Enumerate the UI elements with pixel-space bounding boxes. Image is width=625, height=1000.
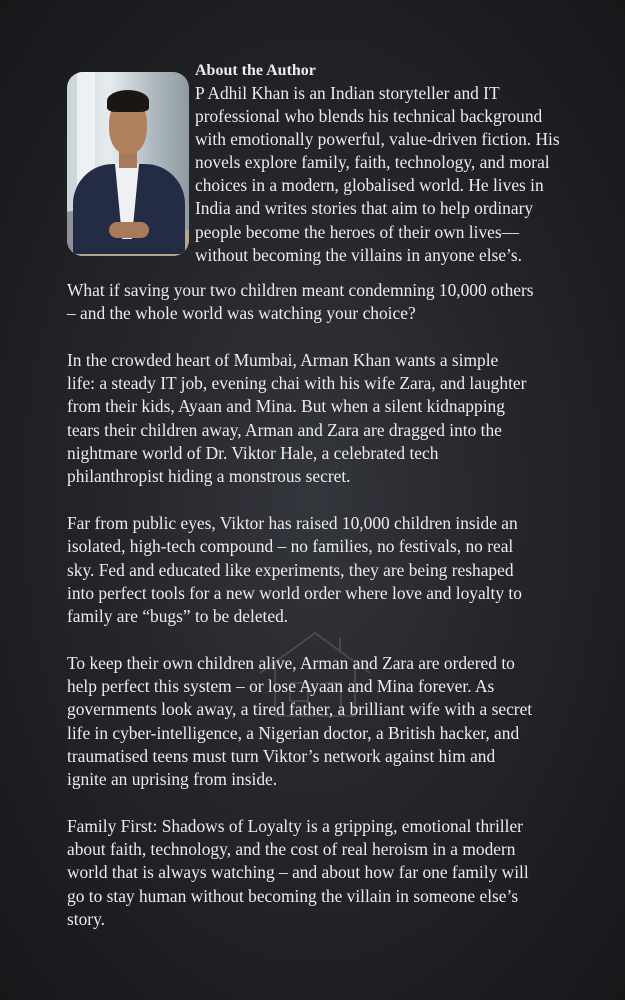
blurb-line: – and the whole world was watching your choice? <box>67 303 416 324</box>
about-author-heading: About the Author <box>195 62 316 79</box>
blurb-line: To keep their own children alive, Arman and Zara are ordered to <box>67 652 515 673</box>
blurb-paragraph <box>67 512 612 628</box>
blurb-line: about faith, technology, and the cost of real heroism in a modern <box>67 839 516 860</box>
blurb-line: isolated, high-tech compound – no families, no festivals, no real <box>67 536 514 557</box>
blurb-line: from their kids, Ayaan and Mina. But when a silent kidnapping <box>67 396 505 417</box>
book-blurb <box>67 279 612 955</box>
blurb-line: nightmare world of Dr. Viktor Hale, a celebrated tech <box>67 443 439 464</box>
bio-line: novels explore family, faith, technology, and moral <box>195 152 550 173</box>
blurb-paragraph <box>67 652 612 792</box>
bio-line: choices in a modern, globalised world. He lives in <box>195 175 544 196</box>
bio-line: professional who blends his technical background <box>195 106 543 127</box>
about-author-section <box>195 61 615 267</box>
blurb-line: sky. Fed and educated like experiments, they are being reshaped <box>67 559 514 580</box>
bio-line: P Adhil Khan is an Indian storyteller and IT <box>195 83 500 103</box>
blurb-line: world that is always watching – and about how far one family will <box>67 862 529 883</box>
blurb-line: help perfect this system – or lose Ayaan and Mina forever. As <box>67 676 495 697</box>
bio-line: without becoming the villains in anyone else’s. <box>195 244 522 265</box>
blurb-line: into perfect tools for a new world order where love and loyalty to <box>67 582 522 603</box>
blurb-line: story. <box>67 909 105 930</box>
blurb-line: Far from public eyes, Viktor has raised 10,000 children inside an <box>67 512 518 533</box>
blurb-line: life in cyber-intelligence, a Nigerian doctor, a British hacker, and <box>67 722 520 743</box>
blurb-line: life: a steady IT job, evening chai with his wife Zara, and laughter <box>67 373 527 394</box>
bio-line: with emotionally powerful, value-driven fiction. His <box>195 129 560 150</box>
blurb-line: What if saving your two children meant condemning 10,000 others <box>67 280 534 300</box>
blurb-line: family are “bugs” to be deleted. <box>67 606 289 627</box>
blurb-line: ignite an uprising from inside. <box>67 769 278 790</box>
blurb-paragraph <box>67 279 612 326</box>
blurb-line: In the crowded heart of Mumbai, Arman Khan wants a simple <box>67 349 499 370</box>
author-photo <box>67 72 189 256</box>
blurb-line: philanthropist hiding a monstrous secret. <box>67 466 351 487</box>
bio-line: people become the heroes of their own lives— <box>195 221 520 242</box>
blurb-paragraph <box>67 349 612 489</box>
author-bio <box>195 82 615 267</box>
bio-line: India and writes stories that aim to help ordinary <box>195 198 534 219</box>
blurb-line: Family First: Shadows of Loyalty is a gripping, emotional thriller <box>67 815 523 836</box>
blurb-line: tears their children away, Arman and Zara are dragged into the <box>67 419 502 440</box>
blurb-line: traumatised teens must turn Viktor’s network against him and <box>67 745 496 766</box>
blurb-paragraph <box>67 815 612 931</box>
blurb-line: governments look away, a tired father, a brilliant wife with a secret <box>67 699 533 720</box>
blurb-line: go to stay human without becoming the villain in someone else’s <box>67 885 519 906</box>
